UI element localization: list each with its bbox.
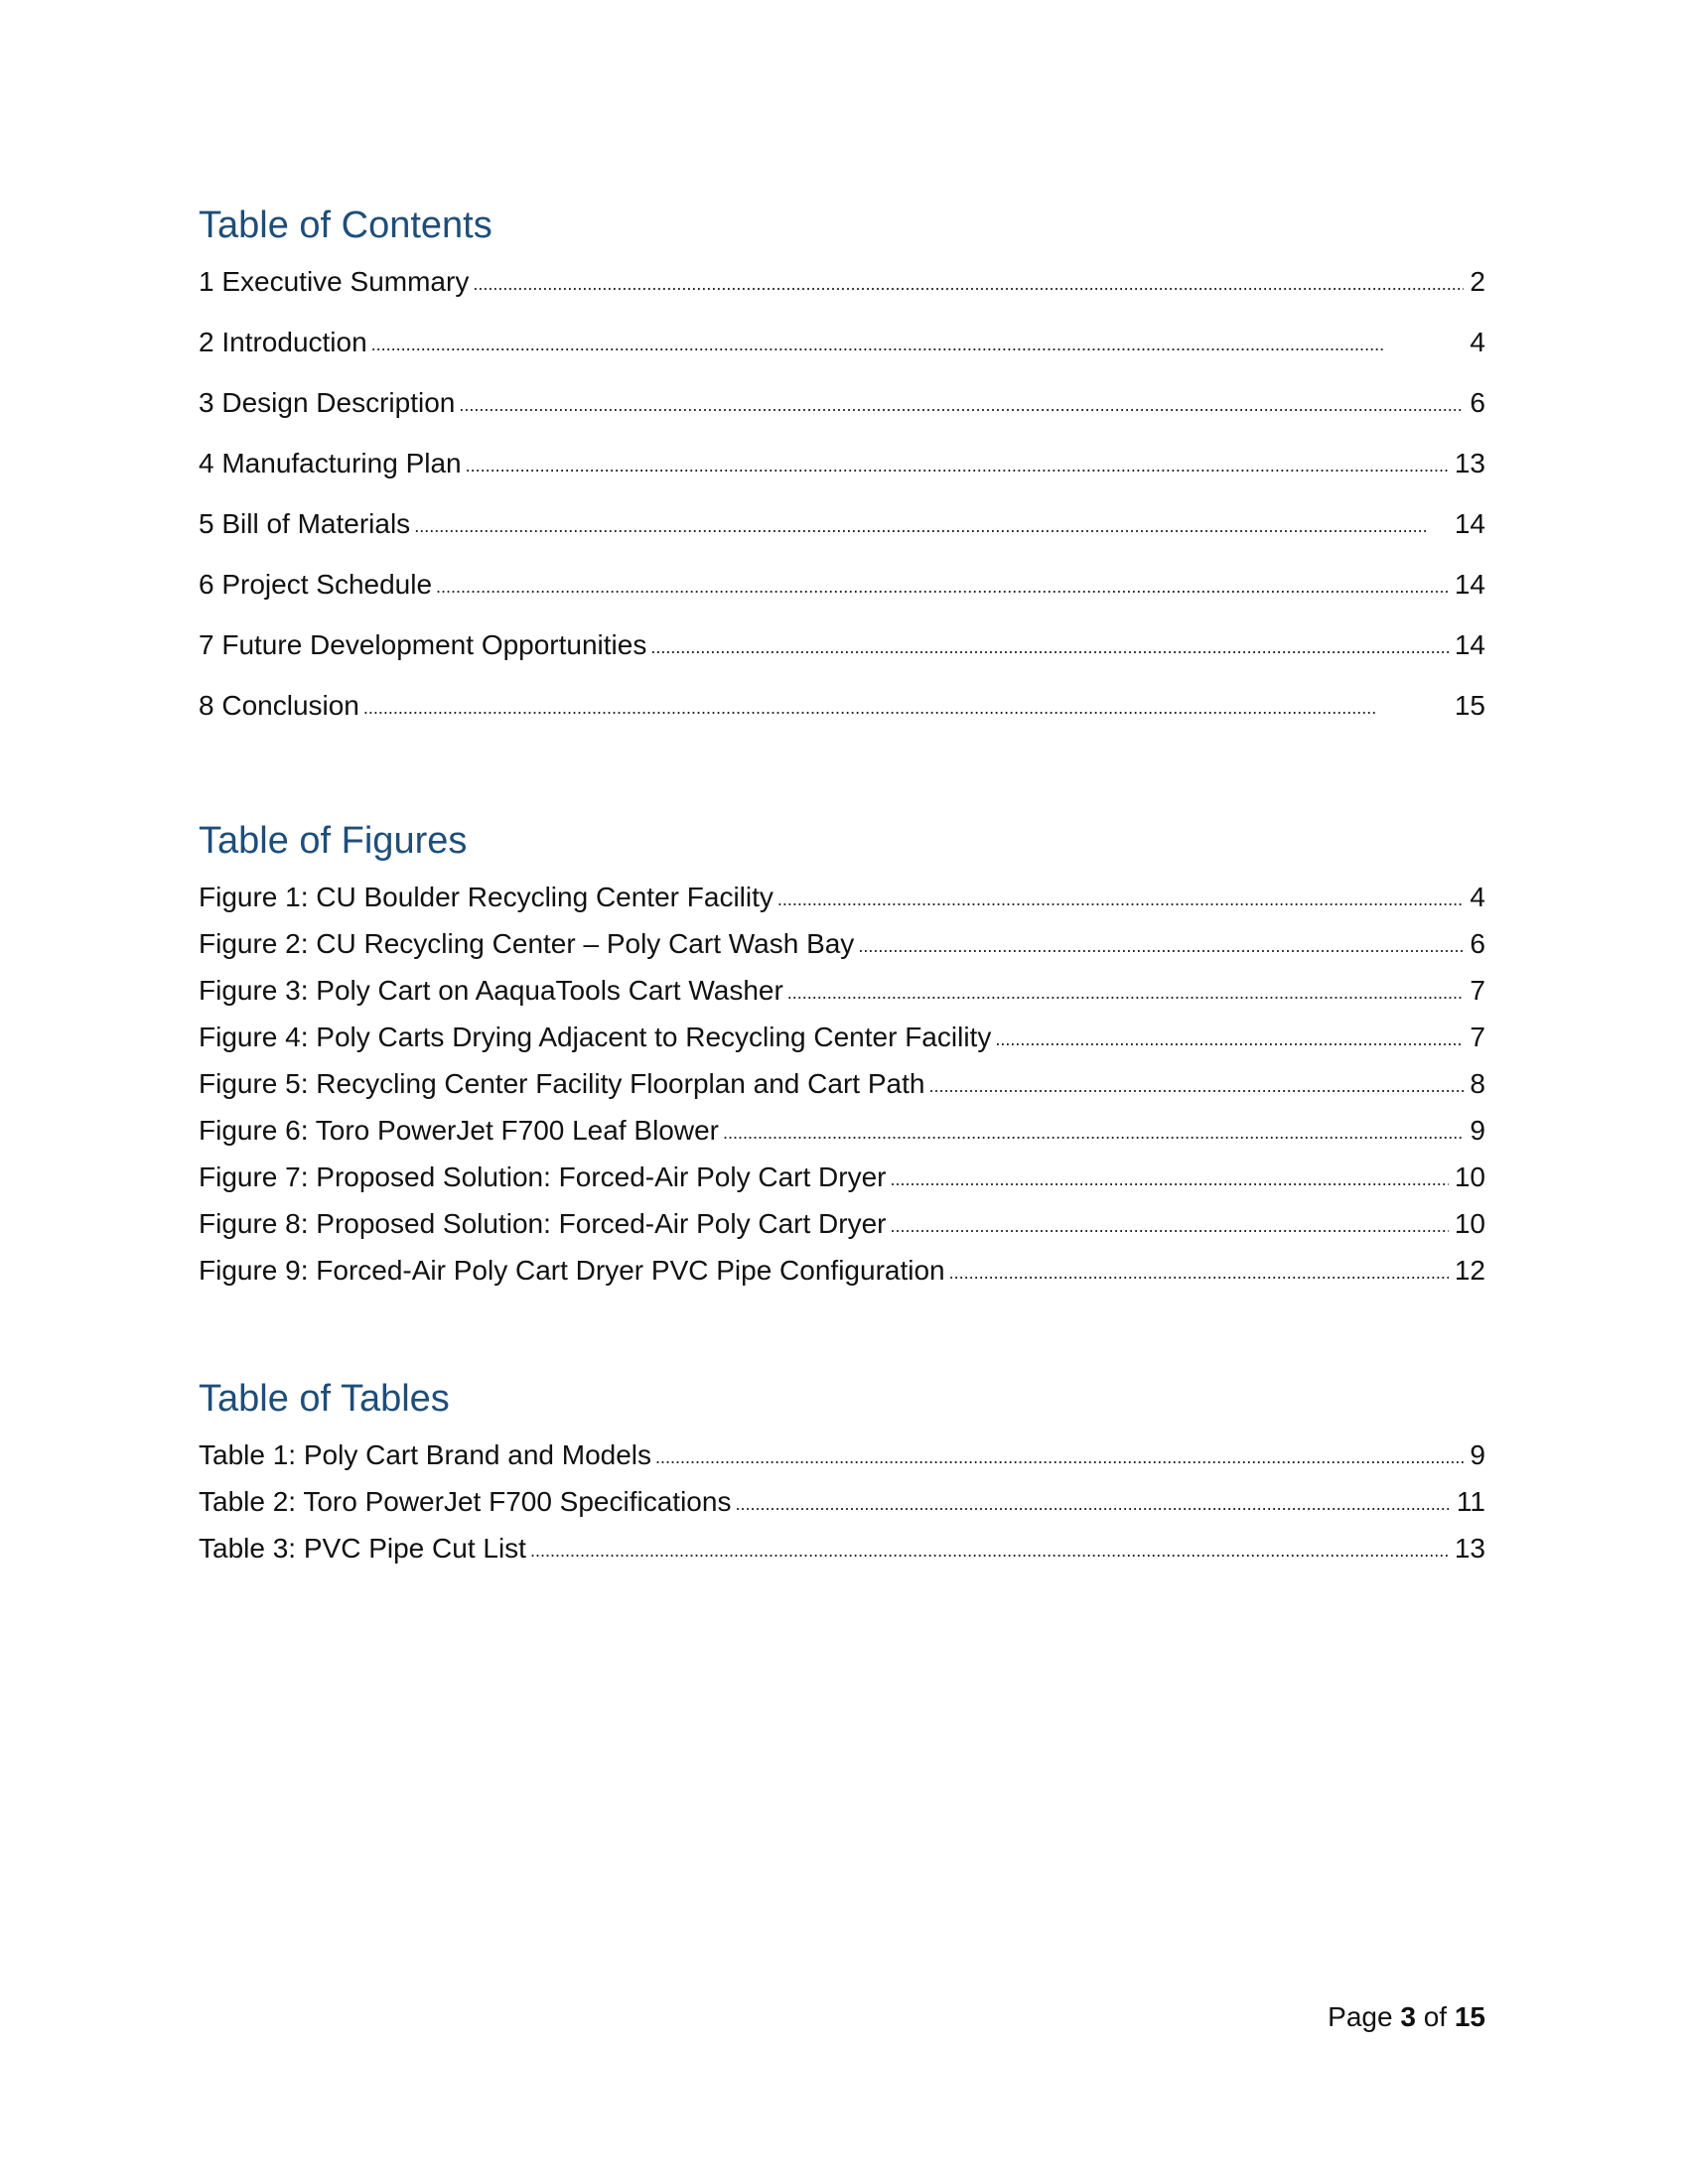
dot-leader xyxy=(436,570,1449,596)
toc-entry-page: 2 xyxy=(1470,266,1485,297)
dot-leader xyxy=(777,883,1465,908)
tof-heading: Table of Figures xyxy=(199,820,468,862)
toc-entry[interactable] xyxy=(199,619,1485,659)
figure-entry[interactable] xyxy=(199,1012,1485,1051)
table-entry-label: Table 2: Toro PowerJet F700 Specifications xyxy=(199,1486,732,1517)
figure-entry-page: 9 xyxy=(1470,1115,1485,1146)
table-entry-page: 11 xyxy=(1456,1486,1485,1517)
figure-entry-page: 6 xyxy=(1470,928,1485,959)
tot-heading: Table of Tables xyxy=(199,1378,450,1420)
dot-leader xyxy=(858,929,1464,955)
figure-entry-label: Figure 3: Poly Cart on AaquaTools Cart Washer xyxy=(199,975,783,1006)
figure-entry-page: 8 xyxy=(1470,1068,1485,1099)
figure-entry[interactable] xyxy=(199,1245,1485,1285)
figure-entry-label: Figure 6: Toro PowerJet F700 Leaf Blower xyxy=(199,1115,719,1146)
toc-entry[interactable] xyxy=(199,438,1485,478)
toc-entry-page: 6 xyxy=(1470,387,1485,418)
dot-leader xyxy=(928,1069,1464,1095)
toc-entry-label: 5 Bill of Materials xyxy=(199,508,411,539)
table-entry-page: 9 xyxy=(1470,1439,1485,1470)
figure-entry-page: 7 xyxy=(1470,1022,1485,1052)
dot-leader xyxy=(995,1023,1464,1048)
figure-entry[interactable] xyxy=(199,1152,1485,1191)
figure-entry-page: 10 xyxy=(1454,1208,1485,1239)
dot-leader xyxy=(414,509,1449,535)
toc-entry-label: 6 Project Schedule xyxy=(199,569,433,600)
table-entry[interactable] xyxy=(199,1430,1485,1469)
current-page-number: 3 xyxy=(1400,2001,1416,2032)
toc-entry[interactable] xyxy=(199,680,1485,720)
dot-leader xyxy=(371,328,1465,353)
toc-entry-label: 4 Manufacturing Plan xyxy=(199,448,462,478)
dot-leader xyxy=(473,267,1464,293)
dot-leader xyxy=(650,630,1448,656)
toc-entry[interactable] xyxy=(199,559,1485,599)
figure-entry-page: 12 xyxy=(1454,1255,1485,1286)
toc-entry[interactable] xyxy=(199,498,1485,538)
dot-leader xyxy=(735,1487,1450,1513)
toc-entry-label: 1 Executive Summary xyxy=(199,266,470,297)
dot-leader xyxy=(723,1116,1464,1142)
figure-entry-label: Figure 4: Poly Carts Drying Adjacent to Recycling Center Facility xyxy=(199,1022,992,1052)
toc-entry-label: 7 Future Development Opportunities xyxy=(199,629,647,660)
table-entry[interactable] xyxy=(199,1523,1485,1563)
toc-entry-page: 14 xyxy=(1454,569,1485,600)
toc-entry-page: 13 xyxy=(1454,448,1485,478)
table-entry-label: Table 1: Poly Cart Brand and Models xyxy=(199,1439,652,1470)
page-number-footer xyxy=(1328,2001,1485,2033)
figure-entry[interactable] xyxy=(199,1105,1485,1145)
figure-entry-label: Figure 5: Recycling Center Facility Floorplan and Cart Path xyxy=(199,1068,925,1099)
figure-entry-label: Figure 1: CU Boulder Recycling Center Facility xyxy=(199,882,774,912)
dot-leader xyxy=(363,691,1449,717)
dot-leader xyxy=(949,1256,1449,1282)
figure-entry-label: Figure 9: Forced-Air Poly Cart Dryer PVC Pipe Configuration xyxy=(199,1255,945,1286)
table-entry-label: Table 3: PVC Pipe Cut List xyxy=(199,1533,526,1564)
figure-entry[interactable] xyxy=(199,872,1485,911)
dot-leader xyxy=(891,1209,1449,1235)
toc-entry-label: 3 Design Description xyxy=(199,387,456,418)
dot-leader xyxy=(891,1162,1449,1188)
dot-leader xyxy=(655,1440,1464,1466)
toc-entry-page: 14 xyxy=(1454,508,1485,539)
dot-leader xyxy=(466,449,1449,475)
figure-entry[interactable] xyxy=(199,1198,1485,1238)
toc-entry[interactable] xyxy=(199,256,1485,296)
figure-entry[interactable] xyxy=(199,918,1485,958)
figure-entry[interactable] xyxy=(199,1058,1485,1098)
toc-entry-page: 4 xyxy=(1470,327,1485,357)
figure-entry-page: 10 xyxy=(1454,1161,1485,1192)
toc-entry-page: 15 xyxy=(1454,690,1485,721)
toc-entry-label: 8 Conclusion xyxy=(199,690,359,721)
footer-prefix: Page xyxy=(1328,2001,1401,2032)
figure-entry[interactable] xyxy=(199,965,1485,1005)
figure-entry-page: 7 xyxy=(1470,975,1485,1006)
table-entry[interactable] xyxy=(199,1476,1485,1516)
toc-entry-page: 14 xyxy=(1454,629,1485,660)
toc-heading: Table of Contents xyxy=(199,205,492,246)
figure-entry-page: 4 xyxy=(1470,882,1485,912)
figure-entry-label: Figure 8: Proposed Solution: Forced-Air Poly Cart Dryer xyxy=(199,1208,887,1239)
dot-leader xyxy=(787,976,1465,1002)
total-page-count: 15 xyxy=(1454,2001,1485,2032)
figure-entry-label: Figure 2: CU Recycling Center – Poly Cart Wash Bay xyxy=(199,928,855,959)
dot-leader xyxy=(459,388,1464,414)
toc-entry-label: 2 Introduction xyxy=(199,327,367,357)
figure-entry-label: Figure 7: Proposed Solution: Forced-Air Poly Cart Dryer xyxy=(199,1161,887,1192)
toc-entry[interactable] xyxy=(199,377,1485,417)
dot-leader xyxy=(530,1534,1449,1560)
table-entry-page: 13 xyxy=(1454,1533,1485,1564)
toc-entry[interactable] xyxy=(199,317,1485,356)
footer-middle: of xyxy=(1415,2001,1455,2032)
